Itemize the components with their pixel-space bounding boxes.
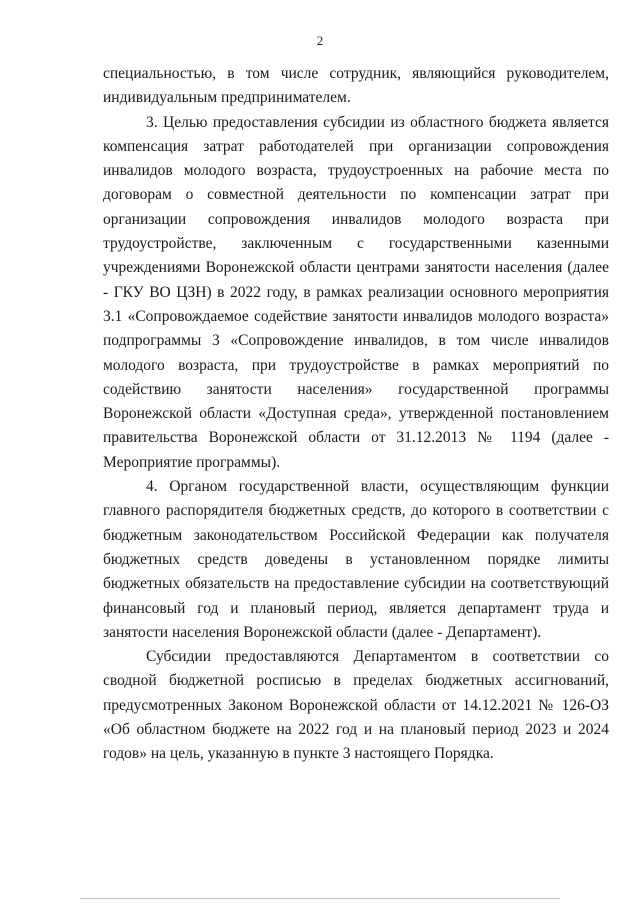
page-number: 2 [316, 33, 324, 48]
scan-bottom-edge [80, 898, 560, 899]
paragraph-subsidies-budget: Субсидии предоставляются Департаментом в соответствии со сводной бюджетной росписью в пределах бюджетных ассигнований, предусмотренных Законом Воронежской области от 14.12.2021 № 126-ОЗ «Об областном бюджете на 2022 год и на плановый период 2023 и 2024 годов» на цель, указанную в пункте 3 настоящего Порядка. [103, 648, 609, 763]
document-body [103, 62, 609, 767]
paragraph-item-4-authority: 4. Органом государственной власти, осуществляющим функции главного распорядителя бюджетных средств, до которого в соответствии с бюджетным законодательством Российской Федерации как получателя бюджетных средств доведены в установленном порядке лимиты бюджетных обязательств на предоставление субсидии на соответствующий финансовый год и плановый период, является департамент труда и занятости населения Воронежской области (далее - Департамент). [103, 478, 609, 641]
paragraph-continuation: специальностью, в том числе сотрудник, являющийся руководителем, индивидуальным предпринимателем. [103, 65, 609, 107]
paragraph-item-3-purpose: 3. Целью предоставления субсидии из областного бюджета является компенсация затрат работодателей при организации сопровождения инвалидов молодого возраста, трудоустроенных на рабочие места по договорам о совместной деятельности по компенсации затрат при организации сопровождения инвалидов молодого возраста при трудоустройстве, заключенным с государственными казенными учреждениями Воронежской области центрами занятости населения (далее - ГКУ ВО ЦЗН) в 2022 году, в рамках реализации основного мероприятия 3.1 «Сопровождаемое содействие занятости инвалидов молодого возраста» подпрограммы 3 «Сопровождение инвалидов, в том числе инвалидов молодого возраста, при трудоустройстве в рамках мероприятий по содействию занятости населения» государственной программы Воронежской области «Доступная среда», утвержденной постановлением правительства Воронежской области от 31.12.2013 № 1194 (далее - Мероприятие программы). [103, 113, 609, 471]
